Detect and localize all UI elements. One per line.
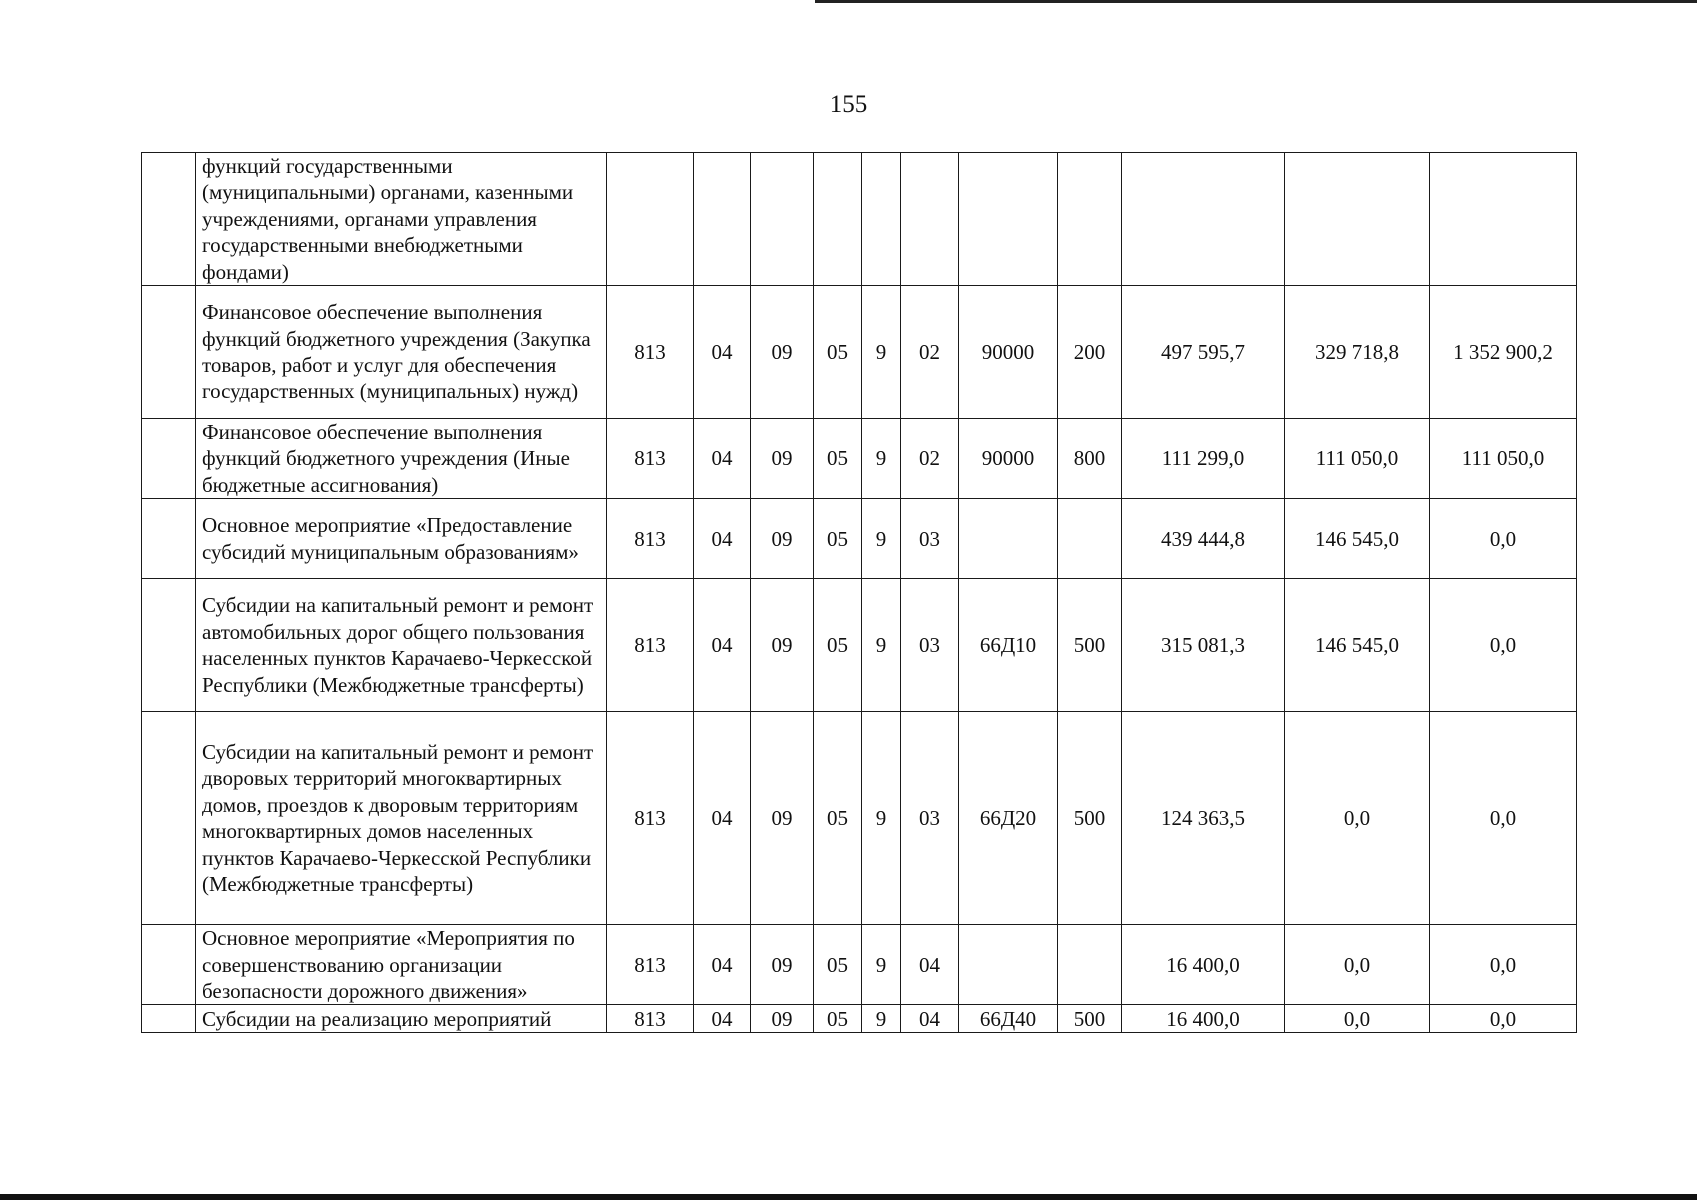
row-index-cell	[142, 499, 196, 579]
amount-year1-cell: 16 400,0	[1122, 1005, 1285, 1033]
ministry-code-cell: 813	[607, 579, 694, 712]
table-row	[142, 499, 1577, 579]
budget-table	[141, 152, 1577, 1033]
direction-code-cell: 66Д20	[959, 712, 1058, 925]
description-cell: функций государственными (муниципальными) органами, казенными учреждениями, органами управления государственными внебюджетными фондами)	[196, 153, 607, 286]
amount-year1-cell: 315 081,3	[1122, 579, 1285, 712]
description-cell: Субсидии на капитальный ремонт и ремонт автомобильных дорог общего пользования населенных пунктов Карачаево-Черкесской Республики (Межбюджетные трансферты)	[196, 579, 607, 712]
direction-code-cell: 66Д10	[959, 579, 1058, 712]
amount-year3-cell: 0,0	[1430, 579, 1577, 712]
table-row	[142, 1005, 1577, 1033]
amount-year3-cell: 0,0	[1430, 925, 1577, 1005]
event-code-cell: 03	[901, 579, 959, 712]
table-row	[142, 579, 1577, 712]
amount-year3-cell: 0,0	[1430, 499, 1577, 579]
direction-code-cell	[959, 925, 1058, 1005]
program-code-cell: 05	[814, 1005, 862, 1033]
subprogram-code-cell: 9	[862, 712, 901, 925]
expense-type-cell: 800	[1058, 419, 1122, 499]
subsection-code-cell: 09	[751, 286, 814, 419]
direction-code-cell: 90000	[959, 419, 1058, 499]
subprogram-code-cell: 9	[862, 419, 901, 499]
amount-year2-cell: 329 718,8	[1285, 286, 1430, 419]
event-code-cell: 03	[901, 712, 959, 925]
row-index-cell	[142, 419, 196, 499]
amount-year1-cell: 497 595,7	[1122, 286, 1285, 419]
expense-type-cell: 500	[1058, 712, 1122, 925]
table-row	[142, 286, 1577, 419]
direction-code-cell: 66Д40	[959, 1005, 1058, 1033]
ministry-code-cell: 813	[607, 286, 694, 419]
event-code-cell: 03	[901, 499, 959, 579]
subprogram-code-cell: 9	[862, 1005, 901, 1033]
amount-year3-cell	[1430, 153, 1577, 286]
ministry-code-cell: 813	[607, 712, 694, 925]
program-code-cell: 05	[814, 712, 862, 925]
amount-year1-cell: 111 299,0	[1122, 419, 1285, 499]
scan-edge-top	[815, 0, 1697, 3]
amount-year2-cell: 111 050,0	[1285, 419, 1430, 499]
ministry-code-cell	[607, 153, 694, 286]
program-code-cell	[814, 153, 862, 286]
section-code-cell: 04	[694, 286, 751, 419]
table-row	[142, 419, 1577, 499]
row-index-cell	[142, 1005, 196, 1033]
section-code-cell: 04	[694, 499, 751, 579]
page-number: 155	[829, 91, 868, 118]
amount-year3-cell: 1 352 900,2	[1430, 286, 1577, 419]
section-code-cell: 04	[694, 419, 751, 499]
program-code-cell: 05	[814, 925, 862, 1005]
direction-code-cell	[959, 499, 1058, 579]
description-cell: Субсидии на капитальный ремонт и ремонт дворовых территорий многоквартирных домов, проездов к дворовым территориям многоквартирных домов населенных пунктов Карачаево-Черкесской Республики (Межбюджетные трансферты)	[196, 712, 607, 925]
section-code-cell: 04	[694, 925, 751, 1005]
amount-year3-cell: 0,0	[1430, 712, 1577, 925]
description-cell: Субсидии на реализацию мероприятий	[196, 1005, 607, 1033]
expense-type-cell: 200	[1058, 286, 1122, 419]
subsection-code-cell: 09	[751, 579, 814, 712]
event-code-cell: 02	[901, 419, 959, 499]
amount-year1-cell: 439 444,8	[1122, 499, 1285, 579]
expense-type-cell	[1058, 925, 1122, 1005]
amount-year3-cell: 0,0	[1430, 1005, 1577, 1033]
amount-year2-cell: 146 545,0	[1285, 499, 1430, 579]
section-code-cell: 04	[694, 579, 751, 712]
program-code-cell: 05	[814, 286, 862, 419]
amount-year2-cell: 146 545,0	[1285, 579, 1430, 712]
amount-year3-cell: 111 050,0	[1430, 419, 1577, 499]
row-index-cell	[142, 579, 196, 712]
amount-year1-cell: 124 363,5	[1122, 712, 1285, 925]
amount-year1-cell: 16 400,0	[1122, 925, 1285, 1005]
expense-type-cell	[1058, 153, 1122, 286]
description-cell: Основное мероприятие «Мероприятия по совершенствованию организации безопасности дорожного движения»	[196, 925, 607, 1005]
program-code-cell: 05	[814, 499, 862, 579]
event-code-cell: 04	[901, 1005, 959, 1033]
ministry-code-cell: 813	[607, 499, 694, 579]
section-code-cell: 04	[694, 1005, 751, 1033]
row-index-cell	[142, 712, 196, 925]
section-code-cell	[694, 153, 751, 286]
description-cell: Финансовое обеспечение выполнения функций бюджетного учреждения (Иные бюджетные ассигнования)	[196, 419, 607, 499]
expense-type-cell: 500	[1058, 579, 1122, 712]
amount-year2-cell: 0,0	[1285, 1005, 1430, 1033]
row-index-cell	[142, 153, 196, 286]
direction-code-cell: 90000	[959, 286, 1058, 419]
subsection-code-cell: 09	[751, 419, 814, 499]
section-code-cell: 04	[694, 712, 751, 925]
expense-type-cell	[1058, 499, 1122, 579]
table-row	[142, 153, 1577, 286]
ministry-code-cell: 813	[607, 419, 694, 499]
table-row	[142, 925, 1577, 1005]
amount-year2-cell	[1285, 153, 1430, 286]
amount-year1-cell	[1122, 153, 1285, 286]
row-index-cell	[142, 286, 196, 419]
program-code-cell: 05	[814, 579, 862, 712]
expense-type-cell: 500	[1058, 1005, 1122, 1033]
subprogram-code-cell: 9	[862, 286, 901, 419]
description-cell: Финансовое обеспечение выполнения функций бюджетного учреждения (Закупка товаров, работ и услуг для обеспечения государственных (муниципальных) нужд)	[196, 286, 607, 419]
ministry-code-cell: 813	[607, 1005, 694, 1033]
description-cell: Основное мероприятие «Предоставление субсидий муниципальным образованиям»	[196, 499, 607, 579]
subprogram-code-cell: 9	[862, 579, 901, 712]
event-code-cell: 04	[901, 925, 959, 1005]
program-code-cell: 05	[814, 419, 862, 499]
subprogram-code-cell: 9	[862, 925, 901, 1005]
event-code-cell	[901, 153, 959, 286]
row-index-cell	[142, 925, 196, 1005]
subsection-code-cell	[751, 153, 814, 286]
ministry-code-cell: 813	[607, 925, 694, 1005]
subsection-code-cell: 09	[751, 499, 814, 579]
scan-edge-bottom	[0, 1194, 1697, 1200]
amount-year2-cell: 0,0	[1285, 712, 1430, 925]
direction-code-cell	[959, 153, 1058, 286]
subprogram-code-cell: 9	[862, 499, 901, 579]
table-row	[142, 712, 1577, 925]
subsection-code-cell: 09	[751, 1005, 814, 1033]
subsection-code-cell: 09	[751, 712, 814, 925]
subsection-code-cell: 09	[751, 925, 814, 1005]
subprogram-code-cell	[862, 153, 901, 286]
event-code-cell: 02	[901, 286, 959, 419]
amount-year2-cell: 0,0	[1285, 925, 1430, 1005]
